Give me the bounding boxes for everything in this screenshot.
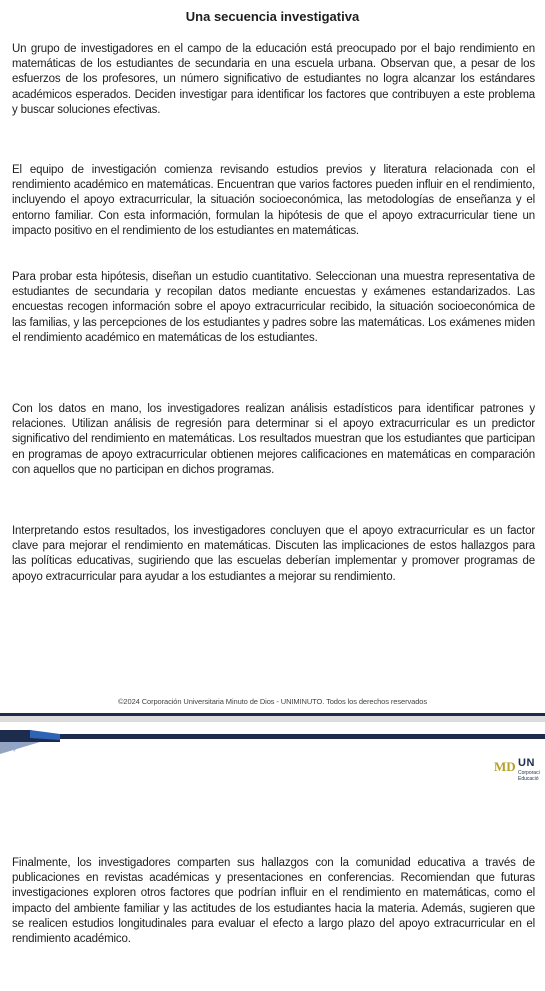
logo-subtext: Corporaci Educació	[518, 770, 540, 782]
footer-copyright: ©2024 Corporación Universitaria Minuto de Dios - UNIMINUTO. Todos los derechos reservados	[118, 697, 427, 706]
paragraph-1: Un grupo de investigadores en el campo de la educación está preocupado por el bajo rendimiento en matemáticas de los estudiantes de secundaria en una escuela urbana. Observan que, a pesar de los esfuerzos de los profesores, un número significativo de estudiantes no logra alcanzar los estándares académicos esperados. Deciden investigar para identificar los factores que contribuyen a este problema y buscar soluciones efectivas.	[12, 43, 535, 116]
logo-text: UN	[518, 757, 535, 769]
logo-mark: MD	[494, 759, 516, 774]
page-one	[0, 0, 545, 25]
page-two-header	[0, 722, 545, 782]
paragraph-3: Para probar esta hipótesis, diseñan un estudio cuantitativo. Seleccionan una muestra representativa de estudiantes de secundaria y recopilan datos mediante encuestas y exámenes estandarizados. Las encuestas recogen información sobre el apoyo extracurricular recibido, la situación socioeconómica de las familias, y las percepciones de los estudiantes y padres sobre las matemáticas. Los exámenes miden el rendimiento académico en matemáticas de los estudiantes.	[12, 271, 535, 344]
header-decoration-graphic	[0, 722, 545, 782]
paragraph-4: Con los datos en mano, los investigadores realizan análisis estadísticos para identificar patrones y relaciones. Utilizan análisis de regresión para determinar si el apoyo extracurricular es un predictor significativo del rendimiento en matemáticas. Los resultados muestran que los estudiantes que participan en programas de apoyo extracurricular obtienen mejores calificaciones en matemáticas en comparación con aquellos que no participan en dichos programas.	[12, 403, 535, 476]
uniminuto-logo	[494, 757, 545, 783]
document-title: Una secuencia investigativa	[185, 9, 360, 24]
paragraph-5: Interpretando estos resultados, los investigadores concluyen que el apoyo extracurricular es un factor clave para mejorar el rendimiento en matemáticas. Discuten las implicaciones de estos hallazgos para las políticas educativas, sugiriendo que las escuelas deberían implementar y promover programas de apoyo extracurricular para ayudar a los estudiantes a mejorar su rendimiento.	[12, 525, 535, 583]
paragraph-6: Finalmente, los investigadores comparten sus hallazgos con la comunidad educativa a través de publicaciones en revistas académicas y presentaciones en conferencias. Recomiendan que futuras investigaciones exploren otros factores que podrían influir en el rendimiento en matemáticas, como el impacto del ambiente familiar y las actitudes de los estudiantes hacia la materia. Además, sugieren que se realicen estudios longitudinales para evaluar el efecto a largo plazo del apoyo extracurricular en el rendimiento académico.	[12, 857, 535, 946]
paragraph-2: El equipo de investigación comienza revisando estudios previos y literatura relacionada con el rendimiento académico en matemáticas. Encuentran que varios factores pueden influir en el rendimiento, incluyendo el apoyo extracurricular, la situación socioeconómica, las metodologías de enseñanza y el entorno familiar. Con esta información, formulan la hipótesis de que el apoyo extracurricular tiene un impacto positivo en el rendimiento de los estudiantes en matemáticas.	[12, 164, 535, 237]
